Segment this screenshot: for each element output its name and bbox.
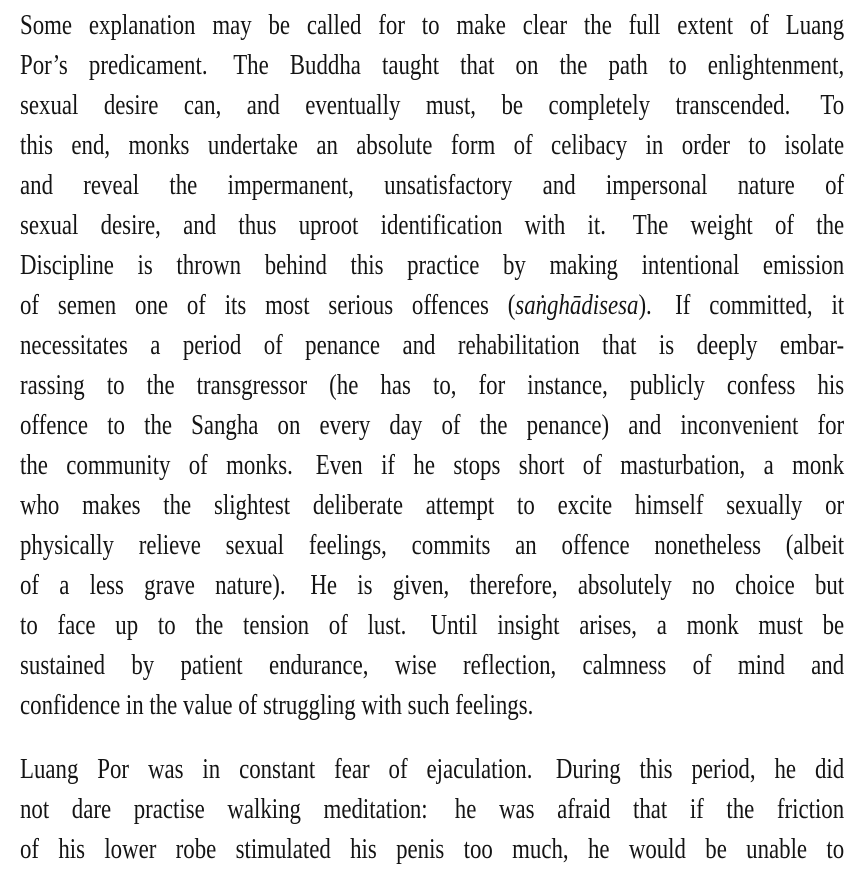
text-line (20, 446, 844, 486)
text-segment: confidence in the value of struggling with such feelings. (20, 690, 534, 721)
text-segment: Some explanation may be called for to make clear the full extent of Luang (20, 10, 845, 41)
text-line (20, 246, 844, 286)
text-segment: sexual desire, and thus uproot identification with it. The weight of the (20, 210, 845, 241)
text-segment: Por’s predicament. The Buddha taught that on the path to enlightenment, (20, 50, 845, 81)
text-line (20, 326, 844, 366)
text-line (20, 286, 844, 326)
text-segment: of a less grave nature). He is given, therefore, absolutely no choice but (20, 570, 845, 601)
text-segment: Discipline is thrown behind this practice by making intentional emission (20, 250, 845, 281)
text-segment: offence to the Sangha on every day of the penance) and inconvenient for (20, 410, 845, 441)
text-segment: sexual desire can, and eventually must, be completely transcended. To (20, 90, 845, 121)
page-text (20, 6, 844, 870)
italic-pali-term: saṅghādisesa (515, 290, 639, 321)
text-segment: rassing to the transgressor (he has to, for instance, publicly confess his (20, 370, 845, 401)
text-line (20, 406, 844, 446)
text-line (20, 526, 844, 566)
text-segment: sustained by patient endurance, wise reflection, calmness of mind and (20, 650, 845, 681)
paragraph-1 (20, 6, 844, 726)
text-segment: physically relieve sexual feelings, commits an offence nonetheless (albeit (20, 530, 845, 561)
text-line (20, 646, 844, 686)
text-segment: ). If committed, it (638, 290, 845, 321)
text-segment: not dare practise walking meditation: he was afraid that if the friction (20, 794, 845, 825)
text-line (20, 750, 844, 790)
text-segment: the community of monks. Even if he stops short of masturbation, a monk (20, 450, 845, 481)
text-segment: of semen one of its most serious offences ( (20, 290, 516, 321)
text-line (20, 606, 844, 646)
text-line (20, 830, 844, 870)
text-line (20, 166, 844, 206)
text-line (20, 366, 844, 406)
text-line (20, 86, 844, 126)
text-segment: who makes the slightest deliberate attempt to excite himself sexually or (20, 490, 845, 521)
text-segment: Luang Por was in constant fear of ejaculation. During this period, he did (20, 754, 845, 785)
paragraph-2 (20, 750, 844, 870)
text-segment: this end, monks undertake an absolute form of celibacy in order to isolate (20, 130, 845, 161)
text-segment: necessitates a period of penance and rehabilitation that is deeply embar- (20, 330, 845, 361)
text-segment: of his lower robe stimulated his penis too much, he would be unable to (20, 834, 845, 865)
text-line (20, 6, 844, 46)
text-line (20, 686, 844, 726)
text-line (20, 566, 844, 606)
text-line (20, 126, 844, 166)
text-segment: to face up to the tension of lust. Until insight arises, a monk must be (20, 610, 845, 641)
text-line (20, 486, 844, 526)
text-line (20, 790, 844, 830)
text-line (20, 46, 844, 86)
text-line (20, 206, 844, 246)
text-segment: and reveal the impermanent, unsatisfactory and impersonal nature of (20, 170, 845, 201)
